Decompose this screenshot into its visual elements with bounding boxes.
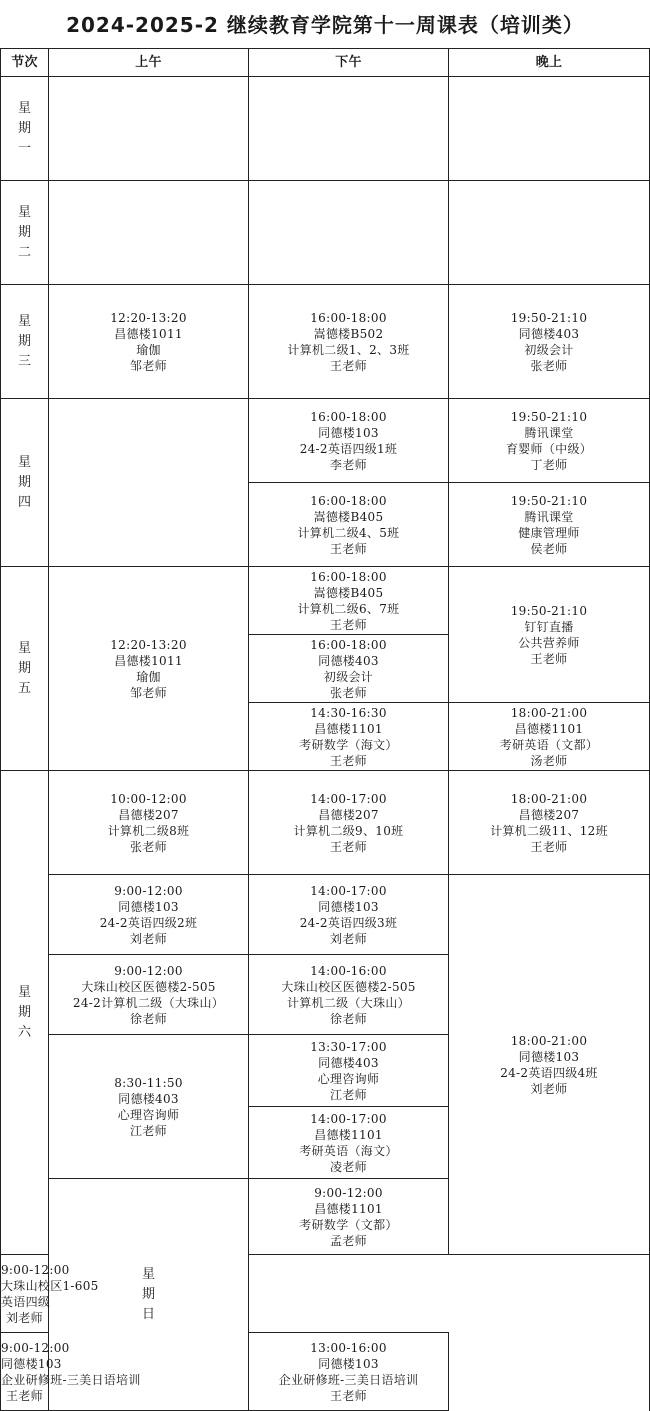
class-time: 10:00-12:00 bbox=[110, 791, 187, 806]
class-course: 英语四级 bbox=[1, 1294, 51, 1309]
class-cell bbox=[449, 567, 650, 703]
class-time: 9:00-12:00 bbox=[114, 883, 183, 898]
row-saturday-2 bbox=[1, 875, 650, 955]
class-teacher: 张老师 bbox=[130, 839, 167, 854]
class-cell bbox=[249, 399, 449, 483]
class-room: 昌德楼1011 bbox=[114, 326, 183, 341]
class-time: 9:00-12:00 bbox=[114, 963, 183, 978]
class-cell bbox=[249, 1333, 449, 1411]
day-char: 星 bbox=[17, 204, 31, 220]
class-room: 同德楼403 bbox=[318, 1055, 379, 1070]
class-room: 同德楼103 bbox=[118, 899, 179, 914]
empty-cell bbox=[449, 181, 650, 285]
class-time: 19:50-21:10 bbox=[510, 409, 588, 424]
header-morning: 上午 bbox=[49, 49, 249, 77]
empty-cell bbox=[449, 77, 650, 181]
class-course: 心理咨询师 bbox=[317, 1071, 380, 1086]
day-label bbox=[1, 771, 49, 1255]
day-char: 星 bbox=[17, 640, 31, 656]
class-course: 计算机二级4、5班 bbox=[297, 525, 400, 540]
class-course: 瑜伽 bbox=[136, 342, 161, 357]
class-cell bbox=[249, 483, 449, 567]
class-room: 昌德楼207 bbox=[318, 807, 379, 822]
class-room: 昌德楼1101 bbox=[514, 721, 584, 736]
day-char: 星 bbox=[141, 1266, 155, 1282]
class-course: 24-2英语四级2班 bbox=[99, 915, 198, 930]
day-label bbox=[1, 399, 49, 567]
class-teacher: 邹老师 bbox=[130, 358, 167, 373]
class-time: 9:00-12:00 bbox=[1, 1340, 70, 1355]
class-time: 12:20-13:20 bbox=[110, 637, 187, 652]
class-teacher: 刘老师 bbox=[530, 1081, 568, 1096]
class-teacher: 徐老师 bbox=[330, 1011, 367, 1026]
class-teacher: 邹老师 bbox=[130, 685, 167, 700]
class-room: 同德楼103 bbox=[318, 899, 379, 914]
class-cell bbox=[49, 567, 249, 771]
day-char: 三 bbox=[17, 353, 31, 369]
class-cell bbox=[449, 483, 650, 567]
class-teacher: 王老师 bbox=[530, 651, 568, 666]
class-teacher: 王老师 bbox=[330, 839, 367, 854]
day-char: 星 bbox=[17, 313, 31, 329]
class-cell bbox=[1, 1333, 141, 1411]
class-room: 腾讯课堂 bbox=[524, 509, 574, 524]
class-course: 考研数学（文都） bbox=[299, 1217, 398, 1232]
class-cell bbox=[249, 1035, 449, 1107]
day-char: 期 bbox=[17, 474, 31, 490]
class-time: 16:00-18:00 bbox=[310, 493, 387, 508]
class-teacher: 张老师 bbox=[330, 685, 367, 700]
page-title: 2024-2025-2 继续教育学院第十一周课表（培训类） bbox=[66, 13, 584, 37]
class-teacher: 刘老师 bbox=[6, 1310, 43, 1325]
class-course: 瑜伽 bbox=[136, 669, 161, 684]
row-monday bbox=[1, 77, 650, 181]
class-time: 14:00-17:00 bbox=[310, 791, 387, 806]
class-room: 同德楼403 bbox=[518, 326, 580, 341]
day-char: 期 bbox=[17, 120, 31, 136]
empty-cell bbox=[249, 181, 449, 285]
class-teacher: 王老师 bbox=[6, 1388, 43, 1403]
class-course: 公共营养师 bbox=[518, 635, 580, 650]
day-char: 期 bbox=[141, 1286, 155, 1302]
class-room: 同德楼103 bbox=[518, 1049, 580, 1064]
day-char: 期 bbox=[17, 224, 31, 240]
row-friday-1 bbox=[1, 567, 650, 635]
day-char: 星 bbox=[17, 100, 31, 116]
class-course: 计算机二级8班 bbox=[107, 823, 190, 838]
day-char: 五 bbox=[17, 680, 31, 696]
class-time: 9:00-12:00 bbox=[1, 1262, 70, 1277]
class-room: 昌德楼1101 bbox=[314, 721, 383, 736]
row-tuesday bbox=[1, 181, 650, 285]
class-time: 16:00-18:00 bbox=[310, 409, 387, 424]
header-period: 节次 bbox=[1, 49, 49, 77]
class-time: 14:00-16:00 bbox=[310, 963, 387, 978]
class-time: 16:00-18:00 bbox=[310, 637, 387, 652]
class-course: 考研英语（海文） bbox=[299, 1143, 398, 1158]
class-room: 昌德楼1101 bbox=[314, 1127, 383, 1142]
class-cell bbox=[449, 771, 650, 875]
day-char: 星 bbox=[17, 454, 31, 470]
class-time: 19:50-21:10 bbox=[510, 310, 588, 325]
class-course: 企业研修班-三美日语培训 bbox=[1, 1372, 141, 1387]
class-teacher: 凌老师 bbox=[330, 1159, 367, 1174]
class-cell bbox=[49, 875, 249, 955]
class-course: 24-2英语四级1班 bbox=[299, 441, 398, 456]
class-time: 16:00-18:00 bbox=[310, 310, 387, 325]
class-cell bbox=[249, 703, 449, 771]
empty-cell bbox=[249, 77, 449, 181]
day-char: 四 bbox=[17, 494, 31, 510]
class-teacher: 汤老师 bbox=[530, 753, 568, 768]
class-teacher: 张老师 bbox=[530, 358, 568, 373]
class-teacher: 丁老师 bbox=[530, 457, 568, 472]
day-label bbox=[1, 181, 49, 285]
class-time: 14:00-17:00 bbox=[310, 1111, 387, 1126]
class-course: 健康管理师 bbox=[518, 525, 580, 540]
class-cell bbox=[49, 1035, 249, 1179]
class-room: 同德楼403 bbox=[118, 1091, 179, 1106]
class-cell bbox=[249, 771, 449, 875]
class-course: 初级会计 bbox=[524, 342, 574, 357]
class-course: 心理咨询师 bbox=[117, 1107, 180, 1122]
schedule-table bbox=[0, 48, 650, 1411]
class-course: 初级会计 bbox=[323, 669, 374, 684]
class-cell bbox=[249, 875, 449, 955]
class-cell bbox=[449, 285, 650, 399]
class-course: 24-2计算机二级（大珠山） bbox=[72, 995, 225, 1010]
class-teacher: 江老师 bbox=[330, 1087, 367, 1102]
class-teacher: 王老师 bbox=[330, 541, 367, 556]
class-time: 14:30-16:30 bbox=[310, 705, 387, 720]
day-char: 六 bbox=[17, 1024, 31, 1040]
class-course: 考研英语（文都） bbox=[499, 737, 599, 752]
class-cell bbox=[249, 1179, 449, 1255]
day-char: 期 bbox=[17, 1004, 31, 1020]
empty-cell bbox=[49, 399, 249, 567]
class-teacher: 刘老师 bbox=[130, 931, 167, 946]
class-room: 腾讯课堂 bbox=[524, 425, 574, 440]
empty-cell bbox=[49, 77, 249, 181]
class-room: 大珠山校区1-605 bbox=[1, 1278, 99, 1293]
class-course: 计算机二级6、7班 bbox=[297, 601, 400, 616]
class-teacher: 孟老师 bbox=[330, 1233, 367, 1248]
class-course: 计算机二级9、10班 bbox=[293, 823, 404, 838]
class-course: 计算机二级（大珠山） bbox=[286, 995, 410, 1010]
day-label bbox=[1, 567, 49, 771]
class-teacher: 徐老师 bbox=[130, 1011, 167, 1026]
class-teacher: 王老师 bbox=[330, 358, 367, 373]
row-saturday-1 bbox=[1, 771, 650, 875]
class-cell bbox=[249, 635, 449, 703]
header-row bbox=[1, 49, 650, 77]
class-course: 企业研修班-三美日语培训 bbox=[278, 1372, 419, 1387]
class-course: 计算机二级11、12班 bbox=[490, 823, 608, 838]
class-cell bbox=[49, 285, 249, 399]
class-teacher: 王老师 bbox=[330, 1388, 367, 1403]
class-course: 24-2英语四级4班 bbox=[500, 1065, 598, 1080]
class-time: 19:50-21:10 bbox=[510, 493, 588, 508]
class-cell bbox=[449, 875, 650, 1255]
class-room: 昌德楼1101 bbox=[314, 1201, 383, 1216]
class-cell bbox=[249, 567, 449, 635]
class-room: 大珠山校区医德楼2-505 bbox=[281, 979, 416, 994]
header-evening: 晚上 bbox=[449, 49, 650, 77]
day-char: 二 bbox=[17, 244, 31, 260]
day-char: 星 bbox=[17, 984, 31, 1000]
day-char: 日 bbox=[141, 1306, 155, 1322]
class-course: 计算机二级1、2、3班 bbox=[287, 342, 410, 357]
class-time: 18:00-21:00 bbox=[510, 705, 588, 720]
class-time: 18:00-21:00 bbox=[510, 1033, 588, 1048]
class-teacher: 刘老师 bbox=[330, 931, 367, 946]
class-time: 13:00-16:00 bbox=[310, 1340, 387, 1355]
class-teacher: 江老师 bbox=[130, 1123, 167, 1138]
class-room: 昌德楼1011 bbox=[114, 653, 183, 668]
empty-cell bbox=[49, 181, 249, 285]
class-cell bbox=[249, 1107, 449, 1179]
row-thursday-1 bbox=[1, 399, 650, 483]
day-label bbox=[1, 285, 49, 399]
class-teacher: 王老师 bbox=[530, 839, 568, 854]
class-room: 昌德楼207 bbox=[518, 807, 580, 822]
class-cell bbox=[1, 1255, 99, 1333]
class-cell bbox=[49, 955, 249, 1035]
class-cell bbox=[449, 399, 650, 483]
class-course: 24-2英语四级3班 bbox=[299, 915, 398, 930]
class-time: 18:00-21:00 bbox=[510, 791, 588, 806]
class-cell bbox=[249, 955, 449, 1035]
class-room: 嵩德楼B502 bbox=[313, 326, 384, 341]
class-room: 嵩德楼B405 bbox=[313, 585, 384, 600]
class-time: 9:00-12:00 bbox=[314, 1185, 383, 1200]
class-teacher: 王老师 bbox=[330, 753, 367, 768]
class-time: 16:00-18:00 bbox=[310, 569, 387, 584]
header-afternoon: 下午 bbox=[249, 49, 449, 77]
class-time: 13:30-17:00 bbox=[310, 1039, 387, 1054]
class-cell bbox=[449, 703, 650, 771]
class-teacher: 李老师 bbox=[330, 457, 367, 472]
class-cell bbox=[49, 771, 249, 875]
day-char: 期 bbox=[17, 660, 31, 676]
class-course: 考研数学（海文） bbox=[299, 737, 398, 752]
row-wednesday bbox=[1, 285, 650, 399]
class-time: 12:20-13:20 bbox=[110, 310, 187, 325]
class-cell bbox=[249, 285, 449, 399]
class-room: 钉钉直播 bbox=[524, 619, 574, 634]
class-room: 同德楼103 bbox=[1, 1356, 62, 1371]
class-time: 8:30-11:50 bbox=[114, 1075, 183, 1090]
day-char: 一 bbox=[17, 140, 31, 156]
class-room: 同德楼403 bbox=[318, 653, 379, 668]
class-teacher: 侯老师 bbox=[530, 541, 568, 556]
class-time: 19:50-21:10 bbox=[510, 603, 588, 618]
class-course: 育婴师（中级） bbox=[505, 441, 593, 456]
class-room: 同德楼103 bbox=[318, 1356, 379, 1371]
class-room: 昌德楼207 bbox=[118, 807, 179, 822]
day-label bbox=[1, 77, 49, 181]
class-room: 大珠山校区医德楼2-505 bbox=[81, 979, 216, 994]
class-room: 嵩德楼B405 bbox=[313, 509, 384, 524]
day-char: 期 bbox=[17, 333, 31, 349]
class-teacher: 王老师 bbox=[330, 617, 367, 632]
class-time: 14:00-17:00 bbox=[310, 883, 387, 898]
class-room: 同德楼103 bbox=[318, 425, 379, 440]
